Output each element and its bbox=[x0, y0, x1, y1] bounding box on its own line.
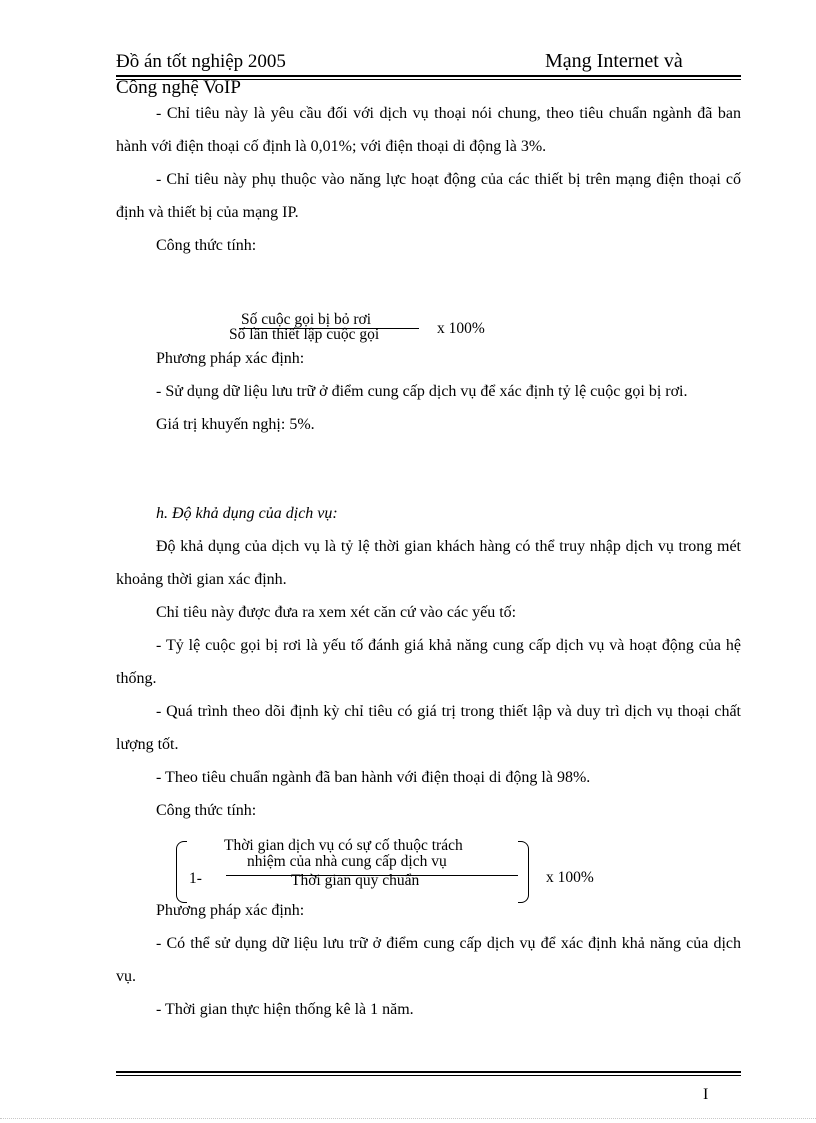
page-number: I bbox=[703, 1086, 709, 1103]
paragraph: Phương pháp xác định: bbox=[156, 902, 305, 919]
section-availability-text bbox=[116, 497, 741, 827]
formula-numerator-line2: nhiệm của nhà cung cấp dịch vụ bbox=[247, 853, 447, 870]
paragraph: - Tỷ lệ cuộc gọi bị rơi là yếu tố đánh giá khả năng cung cấp dịch vụ và hoạt động của hệ thống. bbox=[116, 637, 741, 687]
page-edge-divider bbox=[0, 1118, 816, 1119]
formula-multiplier: x 100% bbox=[437, 320, 485, 337]
section-method-text-2 bbox=[116, 894, 741, 1026]
formula-one-minus: 1- bbox=[189, 870, 202, 887]
paragraph: - Thời gian thực hiện thống kê là 1 năm. bbox=[156, 1001, 414, 1018]
paragraph: Độ khả dụng của dịch vụ là tỷ lệ thời gian khách hàng có thể truy nhập dịch vụ trong mét khoảng thời gian xác định. bbox=[116, 538, 741, 588]
formula-denominator: Số lần thiết lập cuộc gọi bbox=[229, 326, 380, 343]
paragraph: - Quá trình theo dõi định kỳ chỉ tiêu có giá trị trong thiết lập và duy trì dịch vụ thoại chất lượng tốt. bbox=[116, 703, 741, 753]
formula-numerator: Số cuộc gọi bị bỏ rơi bbox=[241, 311, 372, 328]
paragraph: Phương pháp xác định: bbox=[156, 350, 305, 367]
header-right-title: Mạng Internet và bbox=[545, 50, 683, 72]
header-left-title: Đồ án tốt nghiệp 2005 bbox=[116, 51, 286, 72]
paragraph: - Sử dụng dữ liệu lưu trữ ở điểm cung cấp dịch vụ để xác định tỷ lệ cuộc gọi bị rơi. bbox=[156, 383, 688, 400]
section-heading: h. Độ khả dụng của dịch vụ: bbox=[156, 505, 338, 522]
paragraph: Chỉ tiêu này được đưa ra xem xét căn cứ vào các yếu tố: bbox=[156, 604, 517, 621]
header-title-continued: Công nghệ VoIP bbox=[116, 77, 241, 98]
paragraph: - Có thể sử dụng dữ liệu lưu trữ ở điểm cung cấp dịch vụ để xác định khả năng của dịch vụ. bbox=[116, 935, 741, 985]
paragraph: Giá trị khuyến nghị: 5%. bbox=[156, 416, 315, 433]
section-call-drop-text bbox=[116, 97, 741, 262]
formula-numerator-line1: Thời gian dịch vụ có sự cố thuộc trách bbox=[224, 837, 463, 854]
paragraph: - Chỉ tiêu này là yêu cầu đối với dịch vụ thoại nói chung, theo tiêu chuẩn ngành đã ban hành với điện thoại cố định là 0,01%; với điện thoại di động là 3%. bbox=[116, 105, 741, 155]
footer-rule-thin bbox=[116, 1075, 741, 1076]
paragraph: - Chỉ tiêu này phụ thuộc vào năng lực hoạt động của các thiết bị trên mạng điện thoại cố định và thiết bị của mạng IP. bbox=[116, 171, 741, 221]
paragraph: - Theo tiêu chuẩn ngành đã ban hành với điện thoại di động là 98%. bbox=[156, 769, 591, 786]
formula-multiplier: x 100% bbox=[546, 869, 594, 886]
formula-label: Công thức tính: bbox=[156, 237, 257, 254]
footer-rule bbox=[116, 1071, 741, 1073]
formula-label: Công thức tính: bbox=[156, 802, 257, 819]
formula-denominator: Thời gian quy chuẩn bbox=[291, 872, 420, 889]
section-method-text bbox=[116, 342, 741, 441]
